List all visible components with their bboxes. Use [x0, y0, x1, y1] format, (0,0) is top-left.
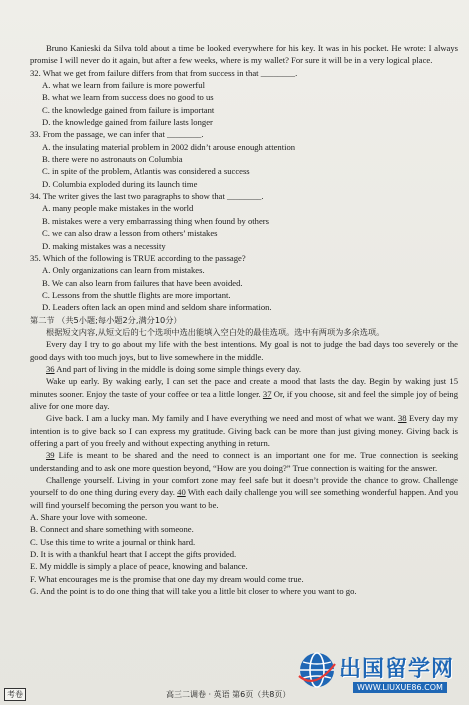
option: B. there were no astronauts on Columbia [42, 154, 183, 165]
blank-40: 40 [177, 487, 186, 498]
globe-icon [297, 650, 337, 690]
paragraph-text: With each daily challenge you will see something wonderful happen. And you will find yourself becoming the person you want to be. [30, 487, 458, 510]
article-paragraph-4 [30, 412, 458, 449]
passage-end: Bruno Kanieski da Silva told about a time be looked everywhere for his key. It was in his pocket. He wrote: I always promise I will never do it again, but after a few weeks, where is my wallet? For sure it will be in a very logical place. [30, 43, 458, 66]
option: D. making mistakes was a necessity [42, 240, 166, 251]
article-paragraph-1: Every day I try to go about my life with the best intentions. My goal is not to judge the bad days too severely or the good days with too much joys, but to live somewhere in the middle. [30, 339, 458, 362]
option: A. many people make mistakes in the world [42, 203, 194, 214]
question-32 [30, 67, 458, 129]
page-content [30, 42, 458, 597]
question-stem: 33. From the passage, we can infer that ________. [30, 129, 204, 140]
answer-choices [30, 511, 458, 597]
choice-item: E. My middle is simply a place of peace, knowing and balance. [30, 561, 248, 572]
option: B. what we learn from success does no good to us [42, 92, 214, 103]
choice-item: C. Use this time to write a journal or think hard. [30, 536, 196, 547]
blank-39: 39 [46, 450, 55, 461]
option: D. Leaders often lack an open mind and seldom share information. [42, 302, 272, 313]
paragraph-text: And part of living in the middle is doing some simple things every day. [54, 363, 302, 374]
watermark-title: 出国留学网 [339, 657, 455, 682]
choice-item: F. What encourages me is the promise that one day my dream would come true. [30, 573, 304, 584]
option: A. Only organizations can learn from mistakes. [42, 265, 205, 276]
question-stem: 34. The writer gives the last two paragraphs to show that ________. [30, 191, 264, 202]
watermark-url: WWW.LIUXUE86.COM [353, 682, 447, 693]
option: C. Lessons from the shuttle flights are more important. [42, 289, 231, 300]
question-34 [30, 190, 458, 252]
blank-37: 37 [262, 388, 272, 399]
choice-item: A. Share your love with someone. [30, 512, 148, 523]
section-instruction: 根据短文内容,从短文后的七个选项中选出能填入空白处的最佳选项。选中有两项为多余选项。 [46, 326, 385, 337]
option: D. the knowledge gained from failure lasts longer [42, 117, 213, 128]
option: A. what we learn from failure is more powerful [42, 80, 205, 91]
option: C. in spite of the problem, Atlantis was considered a success [42, 166, 250, 177]
option: C. we can also draw a lesson from others’ mistakes [42, 228, 218, 239]
article-paragraph-6 [30, 474, 458, 511]
paragraph-text: Life is meant to be shared and the need to connect is an important one for me. True connection is seeking understanding and to ask one more question beyond, “How are you doing?” True connection is waiting for the answer. [30, 450, 458, 473]
option: D. Columbia exploded during its launch time [42, 178, 198, 189]
paragraph-text: Every day my intention is to give back so I can express my gratitude. Giving back can be more than just giving money. Giving back is offering a part of you freely and without expecting anything in return. [30, 413, 459, 448]
option: A. the insulating material problem in 2002 didn’t arouse enough attention [42, 141, 296, 152]
question-stem: 35. Which of the following is TRUE according to the passage? [30, 252, 246, 263]
article-paragraph-3 [30, 375, 458, 412]
paragraph-text: Or, if you choose, sit and feel the simple joy of being alive for one more day. [30, 388, 458, 411]
paragraph-text: Wake up early. By waking early, I can set the pace and create a mood that lasts the day. Begin by waking just 15 minutes sooner. Enjoy the taste of your coffee or tea a little longer. [30, 376, 458, 399]
option: B. We can also learn from failures that have been avoided. [42, 277, 243, 288]
paragraph-text: Challenge yourself. Living in your comfort zone may feel safe but it doesn’t provide the chance to grow. Challenge yourself to do one thing during every day. [30, 475, 458, 498]
choice-item: G. And the point is to do one thing that will take you a little bit closer to where you want to go. [30, 586, 357, 597]
article-paragraph-5 [30, 449, 458, 474]
exam-tag: 考卷 [4, 688, 26, 701]
choice-item: B. Connect and share something with someone. [30, 524, 194, 535]
option: C. the knowledge gained from failure is important [42, 104, 215, 115]
paragraph-text: Give back. I am a lucky man. My family and I have everything we need and most of what we want. [46, 413, 398, 424]
page-number-info: 高三二调卷 · 英语 第6页（共8页） [166, 690, 291, 699]
site-watermark [297, 646, 467, 702]
choice-item: D. It is with a thankful heart that I accept the gifts provided. [30, 549, 237, 560]
section-heading: 第二节 （共5小题;每小题2分,满分10分） [30, 314, 182, 325]
question-35 [30, 252, 458, 314]
question-stem: 32. What we get from failure differs from that from success in that ________. [30, 67, 298, 78]
question-33 [30, 128, 458, 190]
article-paragraph-2 [30, 363, 458, 375]
blank-38: 38 [397, 413, 407, 424]
blank-36: 36 [46, 363, 55, 374]
option: B. mistakes were a very embarrassing thing when found by others [42, 215, 269, 226]
